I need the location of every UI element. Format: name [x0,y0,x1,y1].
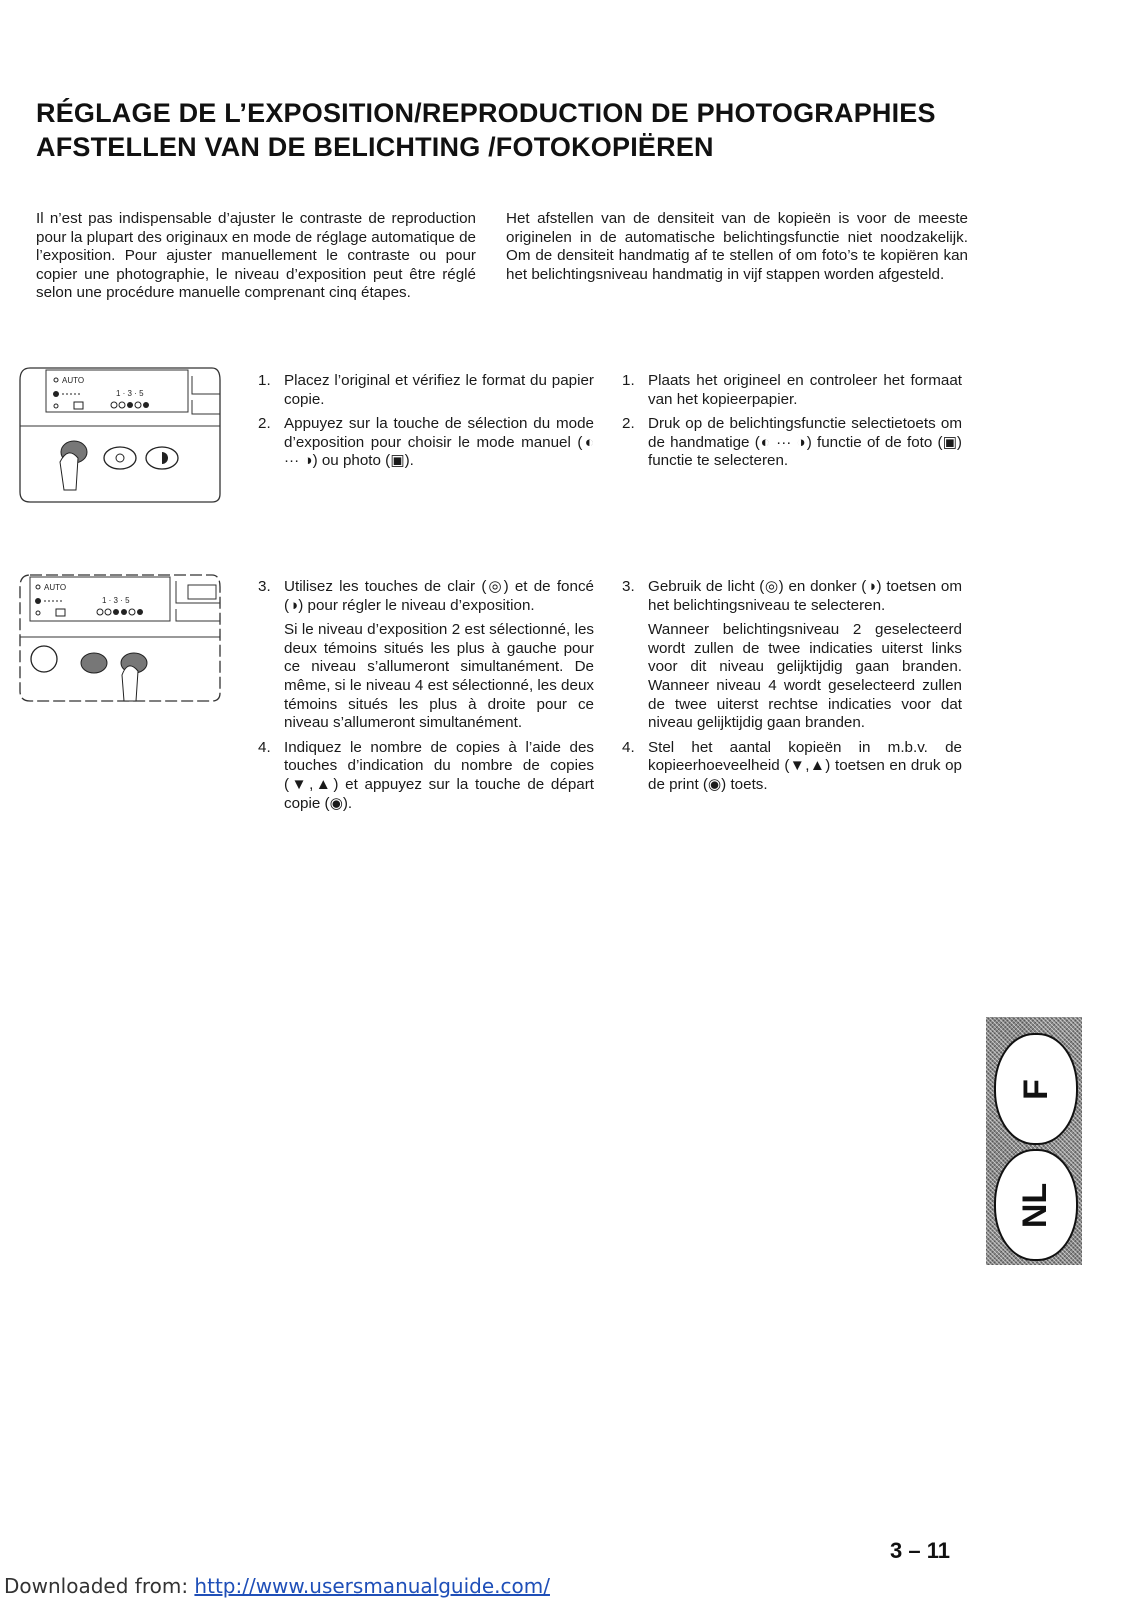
control-panel-drawing-1 [16,366,230,512]
scale-label-2: 1 · 3 · 5 [102,596,130,605]
steps-fr-3-4 [258,578,594,819]
list-item: 3. Gebruik de licht (◎) en donker (◑) toetsen om het belichtingsniveau te selecteren. Wanneer belichtingsniveau 2 geselecteerd wordt zullen de twee indicaties uiterst links voor dit niveau gelijktijdig gaan branden. Wanneer niveau 4 wordt geselecteerd zullen de twee uiterst rechtse indicaties voor dat niveau gelijktijdig gaan branden. [622,578,962,732]
footer-link[interactable]: http://www.usersmanualguide.com/ [194,1574,550,1598]
list-item: 1. Placez l’original et vérifiez le format du papier copie. [258,372,594,408]
steps-fr-1-2 [258,372,594,477]
list-item: 2. Druk op de belichtingsfunctie selectietoets om de handmatige (◐ ··· ◑) functie of de foto (▣) functie te selecteren. [622,415,962,470]
auto-label-2: AUTO [44,583,67,592]
step-note: Wanneer belichtingsniveau 2 geselecteerd wordt zullen de twee indicaties uiterst links voor dit niveau gelijktijdig gaan branden. Wanneer niveau 4 wordt geselecteerd zullen de twee uiterst rechtse indicaties voor dat niveau gelijktijdig gaan branden. [648,621,962,732]
step-note: Si le niveau d’exposition 2 est sélectionné, les deux témoins situés les plus à gauche pour ce niveau s’allumeront simultanément. De même, si le niveau 4 est sélectionné, les deux témoins situés les plus à droite pour ce niveau s’allumeront simultanément. [284,621,594,732]
auto-label-1: AUTO [62,376,85,385]
steps-nl-3-4 [622,578,962,801]
page-number: 3 – 11 [890,1538,950,1563]
language-tab-f: F [994,1033,1078,1145]
intro-fr: Il n’est pas indispensable d’ajuster le contraste de reproduction pour la plupart des originaux en mode de réglage automatique de l’exposition. Pour ajuster manuellement le contraste ou pour copier une photographie, le niveau d’exposition peut être réglé selon une procédure manuelle comprenant cinq étapes. [36,210,476,302]
list-item: 3. Utilisez les touches de clair (◎) et de foncé (◑) pour régler le niveau d’exposition. Si le niveau d’exposition 2 est sélectionné, les deux témoins situés les plus à gauche pour ce niveau s’allumeront simultanément. De même, si le niveau 4 est sélectionné, les deux témoins situés les plus à droite pour ce niveau s’allumeront simultanément. [258,578,594,732]
scale-label-1: 1 · 3 · 5 [116,389,144,398]
list-item: 4. Stel het aantal kopieën in m.b.v. de kopieerhoeveelheid (▼,▲) toetsen en druk op de print (◉) toets. [622,738,962,793]
language-tab [986,1017,1082,1265]
list-item: 4. Indiquez le nombre de copies à l’aide des touches d’indication du nombre de copies (▼,▲) et appuyez sur la touche de départ copie (◉). [258,738,594,812]
download-footer [4,1574,550,1598]
footer-prefix: Downloaded from: [4,1574,195,1598]
steps-nl-1-2 [622,372,962,477]
title-fr: RÉGLAGE DE L’EXPOSITION/REPRODUCTION DE PHOTOGRAPHIES [36,98,936,128]
list-item: 2. Appuyez sur la touche de sélection du mode d’exposition pour choisir le mode manuel (◐ ··· ◑) ou photo (▣). [258,415,594,470]
language-tab-nl: NL [994,1149,1078,1261]
control-panel-illustration-1 [16,366,230,512]
page-title [36,96,1036,164]
control-panel-illustration-2 [16,573,230,711]
intro-nl: Het afstellen van de densiteit van de kopieën is voor de meeste originelen in de automatische belichtingsfunctie niet noodzakelijk. Om de densiteit handmatig af te stellen of om foto’s te kopiëren kan het belichtingsniveau handmatig in vijf stappen worden afgesteld. [506,210,968,283]
control-panel-drawing-2 [16,573,230,711]
list-item: 1. Plaats het origineel en controleer het formaat van het kopieerpapier. [622,372,962,408]
title-nl: AFSTELLEN VAN DE BELICHTING /FOTOKOPIËREN [36,132,714,162]
